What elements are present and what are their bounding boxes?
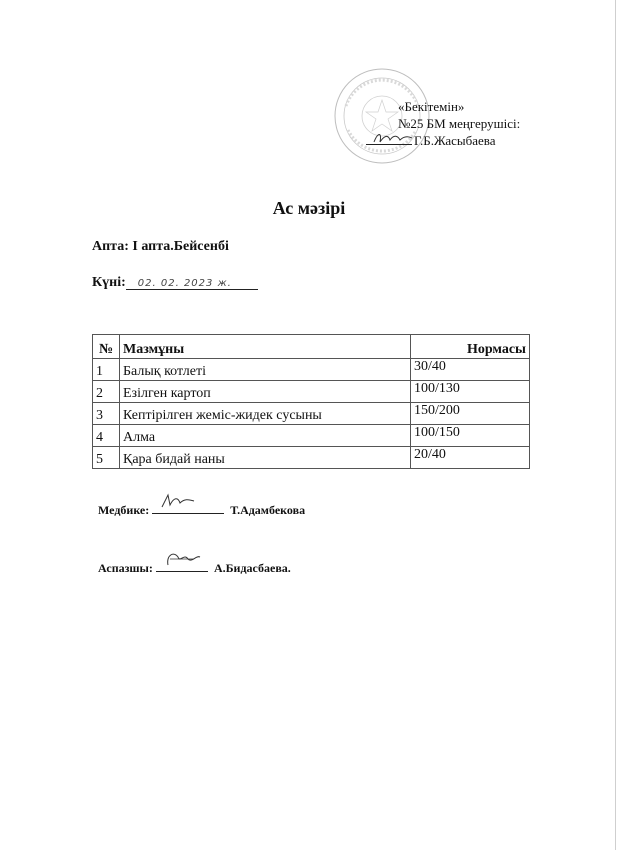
- cook-signature-underline: [156, 557, 208, 572]
- row-norm: 100/130: [411, 381, 530, 403]
- row-num: 5: [93, 447, 120, 469]
- approval-name: Г.Б.Жасыбаева: [414, 133, 496, 148]
- cook-label: Аспазшы:: [98, 561, 153, 575]
- date-label: Күні:: [92, 275, 126, 290]
- header-norm: Нормасы: [411, 335, 530, 359]
- approval-position: №25 БМ меңгерушісі:: [398, 116, 521, 131]
- table-row: [93, 447, 530, 469]
- page-title: Ас мәзірі: [272, 198, 346, 218]
- approval-signature-line: [398, 132, 598, 149]
- page-edge: [615, 0, 616, 850]
- week-label: Апта: І апта.Бейсенбі: [92, 239, 229, 254]
- menu-table: [92, 334, 530, 469]
- row-content: Қара бидай наны: [120, 447, 411, 469]
- row-norm: 30/40: [411, 359, 530, 381]
- nurse-name: Т.Адамбекова: [230, 503, 306, 517]
- table-row: [93, 403, 530, 425]
- date-value: 02. 02. 2023 ж.: [126, 278, 258, 290]
- row-num: 3: [93, 403, 120, 425]
- date-line: [92, 275, 258, 291]
- row-content: Балық котлеті: [120, 359, 411, 381]
- cook-name: А.Бидасбаева.: [213, 561, 291, 575]
- row-norm: 100/150: [411, 425, 530, 447]
- row-num: 4: [93, 425, 120, 447]
- table-row: [93, 425, 530, 447]
- row-num: 1: [93, 359, 120, 381]
- cook-signature: [164, 549, 204, 569]
- header-num: №: [93, 335, 120, 359]
- row-content: Кептірілген жеміс-жидек сусыны: [120, 403, 411, 425]
- director-signature: [372, 128, 414, 148]
- approval-heading: «Бекітемін»: [398, 99, 465, 114]
- header-content: Мазмұны: [120, 335, 411, 359]
- table-header-row: [93, 335, 530, 359]
- table-row: [93, 381, 530, 403]
- nurse-signature: [160, 491, 200, 511]
- approval-block: [398, 98, 598, 149]
- nurse-signature-underline: [152, 499, 224, 514]
- row-num: 2: [93, 381, 120, 403]
- nurse-signature-line: [98, 499, 305, 518]
- table-row: [93, 359, 530, 381]
- nurse-label: Медбике:: [98, 503, 150, 517]
- row-content: Алма: [120, 425, 411, 447]
- row-content: Езілген картоп: [120, 381, 411, 403]
- row-norm: 150/200: [411, 403, 530, 425]
- row-norm: 20/40: [411, 447, 530, 469]
- cook-signature-line: [98, 557, 291, 576]
